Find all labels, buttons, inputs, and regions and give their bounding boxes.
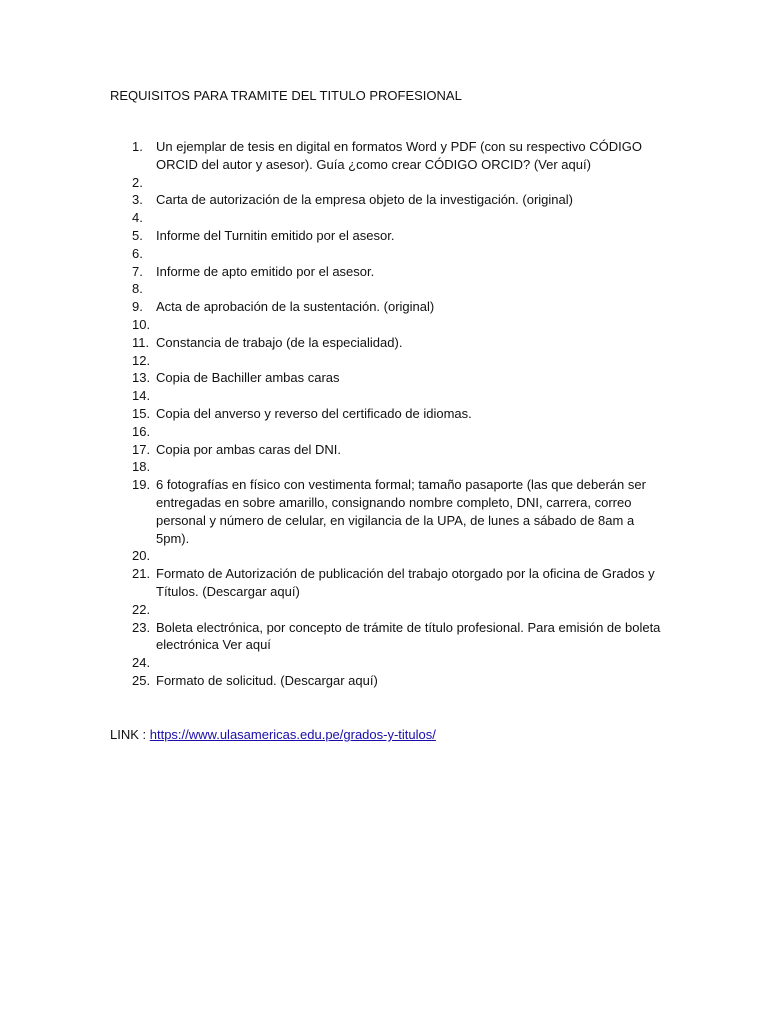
list-item-text: Formato de Autorización de publicación del trabajo otorgado por la oficina de Grados y Títulos. (Descargar aquí) <box>156 566 655 599</box>
list-item-number: 25. <box>132 672 151 688</box>
list-item <box>0 405 666 423</box>
list-item-text: Informe de apto emitido por el asesor. <box>156 263 375 279</box>
list-item <box>0 209 666 227</box>
list-item <box>0 316 666 334</box>
list-item-number: 14. <box>132 388 151 404</box>
list-item-text: Copia de Bachiller ambas caras <box>156 370 340 386</box>
list-item-number: 2. <box>132 174 143 190</box>
list-item-number: 16. <box>132 423 151 439</box>
list-item-number: 13. <box>132 370 151 386</box>
list-item-number: 19. <box>132 477 151 493</box>
list-item-number: 9. <box>132 299 143 315</box>
list-item <box>0 672 666 690</box>
list-item <box>0 441 666 459</box>
list-item-number: 4. <box>132 210 143 226</box>
list-item-number: 15. <box>132 405 151 421</box>
list-item <box>0 476 666 547</box>
document-title: REQUISITOS PARA TRAMITE DEL TITULO PROFESIONAL <box>110 88 462 103</box>
list-item <box>0 369 666 387</box>
list-item-number: 21. <box>132 566 151 582</box>
list-item <box>0 245 666 263</box>
list-item <box>0 352 666 370</box>
list-item <box>0 334 666 352</box>
link-label: LINK : <box>110 727 150 742</box>
list-item-number: 5. <box>132 227 143 243</box>
list-item-text: Acta de aprobación de la sustentación. (original) <box>156 299 435 315</box>
list-item-number: 24. <box>132 655 151 671</box>
list-item-number: 7. <box>132 263 143 279</box>
list-item <box>0 263 666 281</box>
requirements-list <box>0 138 768 690</box>
list-item-text: Copia por ambas caras del DNI. <box>156 441 341 457</box>
list-item-number: 11. <box>132 334 150 350</box>
list-item-number: 20. <box>132 548 151 564</box>
list-item-text: Constancia de trabajo (de la especialidad). <box>156 334 403 350</box>
list-item <box>0 619 666 655</box>
list-item <box>0 565 666 601</box>
list-item-number: 18. <box>132 459 151 475</box>
list-item-text: 6 fotografías en físico con vestimenta formal; tamaño pasaporte (las que deberán ser entregadas en sobre amarillo, consignando nombre completo, DNI, carrera, correo personal y número de celular, en vigilancia de la UPA, de lunes a sábado de 8am a 5pm). <box>156 477 646 546</box>
list-item <box>0 191 666 209</box>
list-item <box>0 227 666 245</box>
list-item <box>0 280 666 298</box>
list-item-text: Boleta electrónica, por concepto de trámite de título profesional. Para emisión de boleta electrónica Ver aquí <box>156 619 661 653</box>
list-item <box>0 601 666 619</box>
list-item <box>0 423 666 441</box>
list-item-number: 12. <box>132 352 151 368</box>
list-item <box>0 458 666 476</box>
list-item <box>0 174 666 192</box>
list-item <box>0 547 666 565</box>
list-item-text: Carta de autorización de la empresa objeto de la investigación. (original) <box>156 192 573 208</box>
list-item-text: Copia del anverso y reverso del certificado de idiomas. <box>156 405 472 421</box>
list-item-number: 1. <box>132 139 143 154</box>
link-line <box>110 726 710 744</box>
list-item-number: 6. <box>132 245 143 261</box>
list-item <box>0 138 666 174</box>
list-item-number: 22. <box>132 601 151 617</box>
list-item <box>0 298 666 316</box>
list-item-text: Informe del Turnitin emitido por el asesor. <box>156 227 395 243</box>
list-item-number: 17. <box>132 441 151 457</box>
list-item-text: Formato de solicitud. (Descargar aquí) <box>156 672 378 688</box>
website-link[interactable]: https://www.ulasamericas.edu.pe/grados-y-titulos/ <box>149 727 436 742</box>
list-item-number: 3. <box>132 192 143 208</box>
list-item <box>0 654 666 672</box>
list-item-number: 8. <box>132 281 143 297</box>
list-item-text: Un ejemplar de tesis en digital en formatos Word y PDF (con su respectivo CÓDIGO ORCID del autor y asesor). Guía ¿como crear CÓDIGO ORCID? (Ver aquí) <box>156 139 643 172</box>
list-item-number: 23. <box>132 619 151 635</box>
list-item-number: 10. <box>132 316 151 332</box>
list-item <box>0 387 666 405</box>
